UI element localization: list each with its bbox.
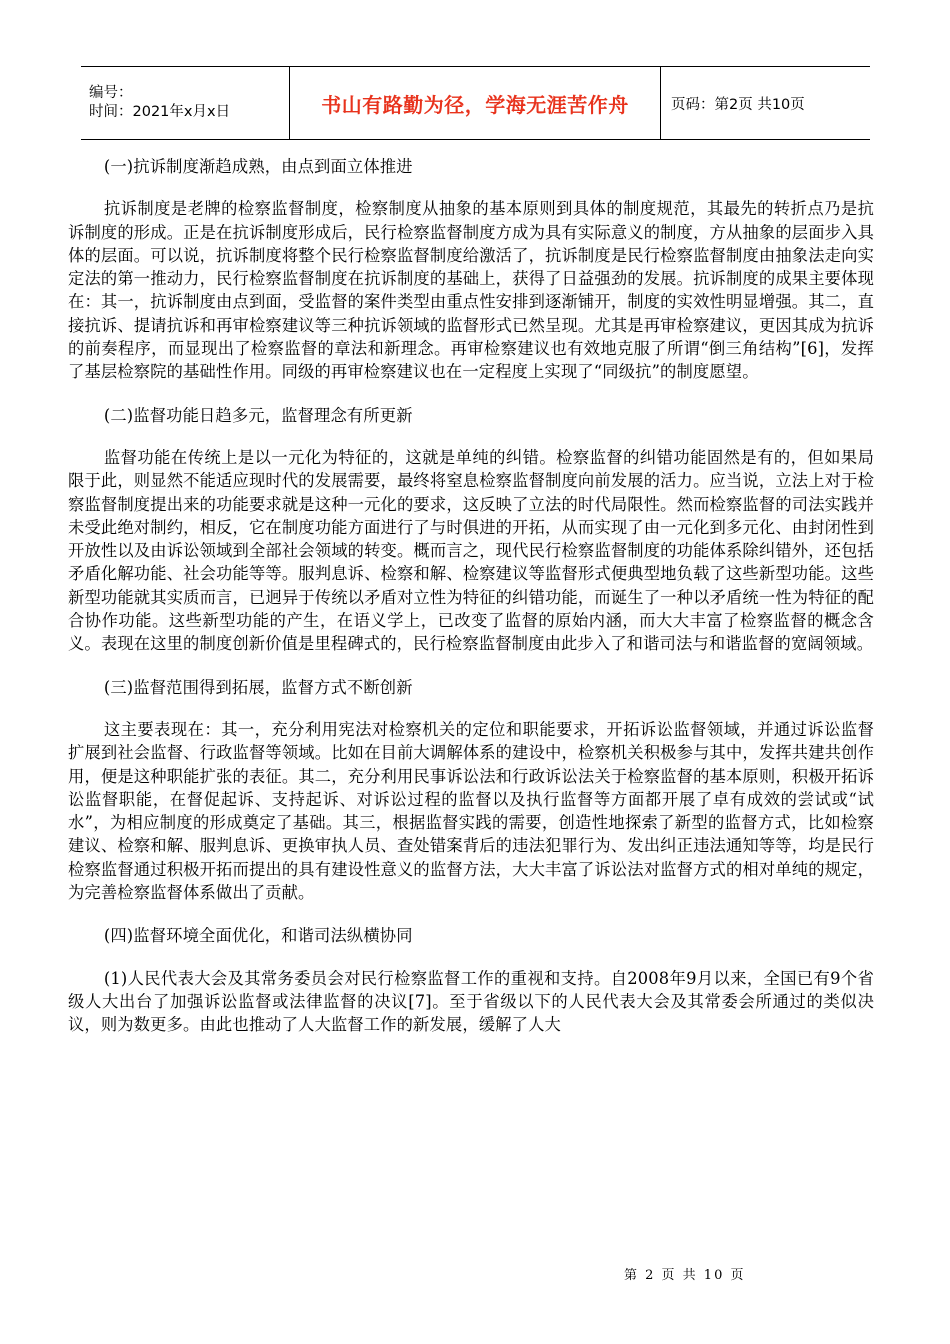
slogan-text: 书山有路勤为径，学海无涯苦作舟	[321, 92, 629, 117]
header-meta	[81, 67, 290, 139]
section-heading-1: (一)抗诉制度渐趋成熟，由点到面立体推进	[103, 157, 413, 176]
document-body	[68, 155, 874, 1057]
section-paragraph-3: 这主要表现在：其一，充分利用宪法对检察机关的定位和职能要求，开拓诉讼监督领域，并通过诉讼监督扩展到社会监督、行政监督等领域。比如在目前大调解体系的建设中，检察机关积极参与其中，发挥共建共创作用，便是这种职能扩张的表征。其二，充分利用民事诉讼法和行政诉讼法关于检察监督的基本原则，积极开拓诉讼监督职能，在督促起诉、支持起诉、对诉讼过程的监督以及执行监督等方面都开展了卓有成效的尝试或“试水”，为相应制度的形成奠定了基础。其三，根据监督实践的需要，创造性地探索了新型的监督方式，比如检察建议、检察和解、服判息诉、更换审执人员、查处错案背后的违法犯罪行为、发出纠正违法通知等等，均是民行检察监督通过积极开拓而提出的具有建设性意义的监督方法，大大丰富了诉讼法对监督方式的相对单纯的规定，为完善检察监督体系做出了贡献。	[68, 719, 874, 903]
page-footer: 第 2 页 共 10 页	[624, 1268, 746, 1283]
header-page-info	[661, 67, 870, 139]
section-paragraph-2: 监督功能在传统上是以一元化为特征的，这就是单纯的纠错。检察监督的纠错功能固然是有的，但如果局限于此，则显然不能适应现时代的发展需要，最终将窒息检察监督制度向前发展的活力。应当说，立法上对于检察监督制度提出来的功能要求就是这种一元化的要求，这反映了立法的时代局限性。然而检察监督的司法实践并未受此绝对制约，相反，它在制度功能方面进行了与时俱进的开拓，从而实现了由一元化到多元化、由封闭性到开放性以及由诉讼领域到全部社会领域的转变。概而言之，现代民行检察监督制度的功能体系除纠错外，还包括矛盾化解功能、社会功能等等。服判息诉、检察和解、检察建议等监督形式便典型地负载了这些新型功能。这些新型功能就其实质而言，已迥异于传统以矛盾对立性为特征的纠错功能，而诞生了一种以矛盾统一性为特征的配合协作功能。这些新型功能的产生，在语义学上，已改变了监督的原始内涵，而大大丰富了检察监督的概念含义。表现在这里的制度创新价值是里程碑式的，民行检察监督制度由此步入了和谐司法与和谐监督的宽阔领域。	[68, 447, 874, 654]
section-heading-4: (四)监督环境全面优化，和谐司法纵横协同	[103, 926, 413, 946]
page-number-label: 页码：第2页 共10页	[671, 96, 805, 113]
section-paragraph-1: 抗诉制度是老牌的检察监督制度，检察制度从抽象的基本原则到具体的制度规范，其最先的转折点乃是抗诉制度的形成。正是在抗诉制度形成后，民行检察监督制度方成为具有实际意义的制度，方从抽象的层面步入具体的层面。可以说，抗诉制度将整个民行检察监督制度给激活了，抗诉制度是民行检察监督制度由抽象法走向实定法的第一推动力，民行检察监督制度在抗诉制度的基础上，获得了日益强劲的发展。抗诉制度的成果主要体现在：其一，抗诉制度由点到面，受监督的案件类型由重点性安排到逐渐铺开，制度的实效性明显增强。其二，直接抗诉、提请抗诉和再审检察建议等三种抗诉领域的监督形式已然呈现。尤其是再审检察建议，更因其成为抗诉的前奏程序，而显现出了检察监督的章法和新理念。再审检察建议也有效地克服了所谓“倒三角结构”[6]，发挥了基层检察院的基础性作用。同级的再审检察建议也在一定程度上实现了“同级抗”的制度愿望。	[68, 199, 874, 382]
document-time-label: 时间：2021年x月x日	[89, 104, 231, 120]
section-heading-3: (三)监督范围得到拓展，监督方式不断创新	[103, 677, 413, 697]
section-paragraph-4: (1)人民代表大会及其常务委员会对民行检察监督工作的重视和支持。自2008年9月以来，全国已有9个省级人大出台了加强诉讼监督或法律监督的决议[7]。至于省级以下的人民代表大会及其常委会所通过的类似决议，则为数更多。由此也推动了人大监督工作的新发展，缓解了人大	[68, 968, 874, 1035]
header-slogan	[290, 67, 661, 139]
section-heading-2: (二)监督功能日趋多元，监督理念有所更新	[103, 405, 413, 425]
document-number-label: 编号：	[89, 85, 133, 101]
document-header	[81, 66, 870, 140]
